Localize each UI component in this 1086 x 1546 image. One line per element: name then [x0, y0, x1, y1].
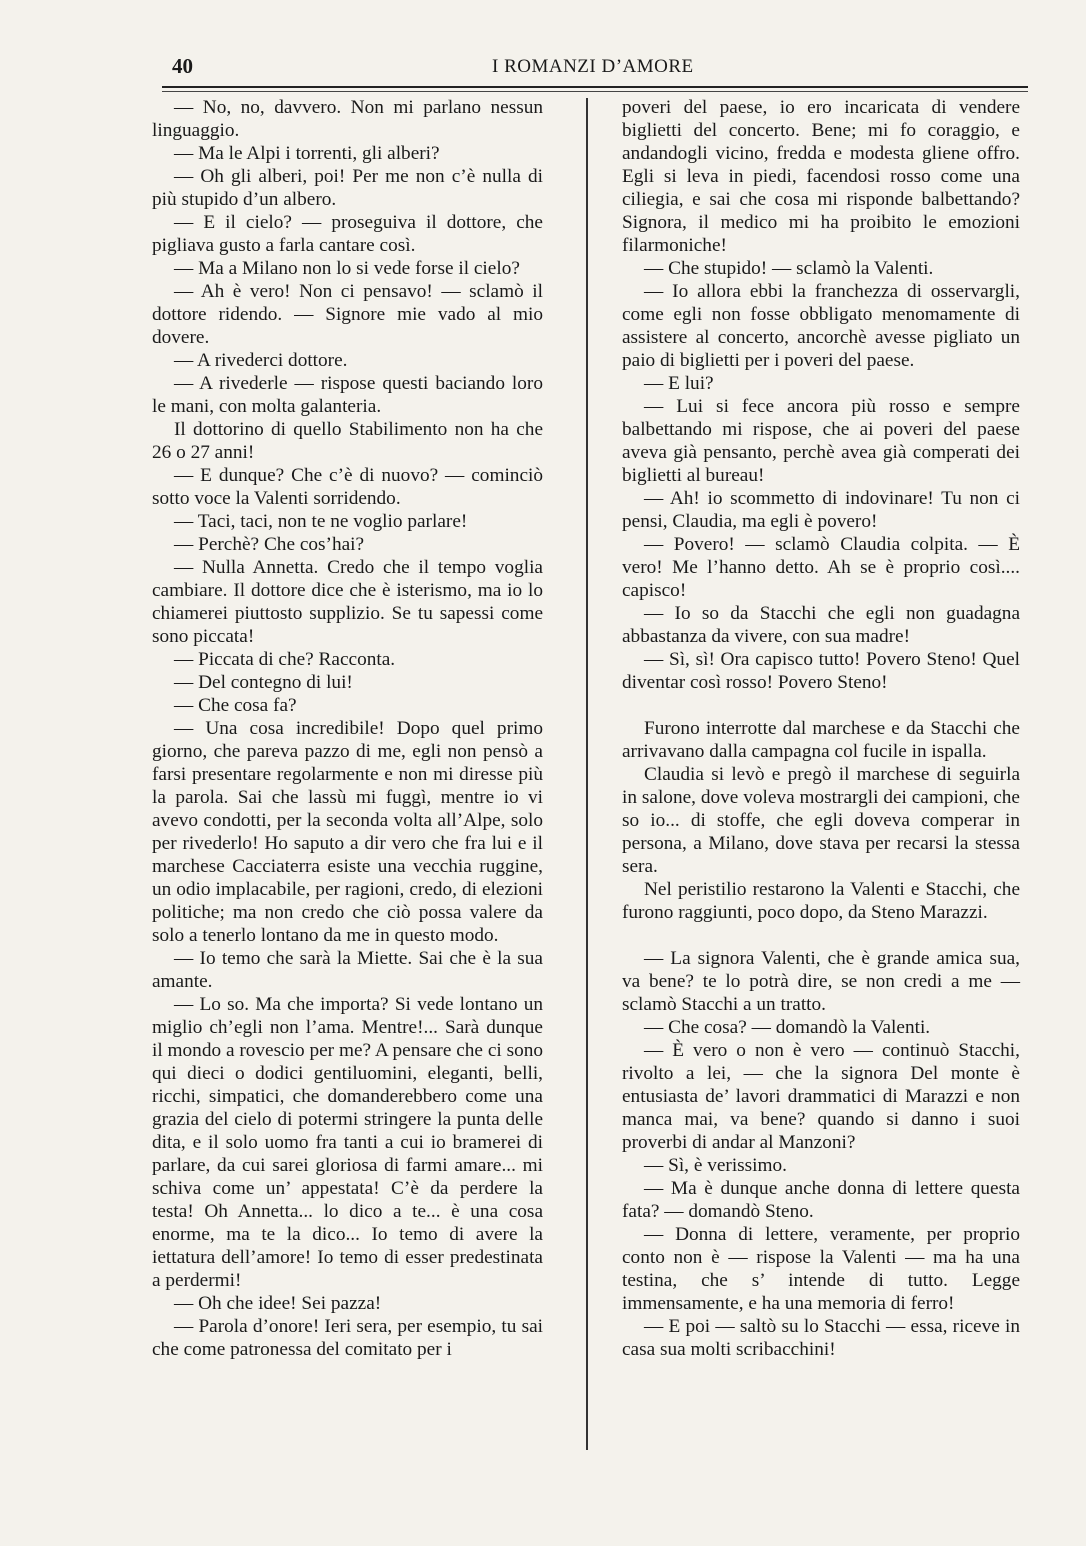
paragraph: poveri del paese, io ero incaricata di vendere biglietti del concerto. Bene; mi fo coraggio, e andandogli vicino, fredda e modesta gliene offro. Egli si leva in piedi, facendosi rosso come una ciliegia, e sai che cosa mi risponde balbettando? Signora, il medico mi ha proibito le emozioni filarmoniche!: [622, 97, 1020, 256]
paragraph: Claudia si levò e pregò il marchese di seguirla in salone, dove voleva mostrargli dei campioni, che so io... di stoffe, che egli doveva comperar in persona, a Milano, dove stava per recarsi la stessa sera.: [622, 764, 1020, 877]
paragraph: — E poi — saltò su lo Stacchi — essa, riceve in casa sua molti scribacchini!: [622, 1316, 1020, 1360]
paragraph: — Donna di lettere, veramente, per proprio conto non è — rispose la Valenti — ma ha una testina, che s’ intende di tutto. Legge immensamente, e ha una memoria di ferro!: [622, 1224, 1020, 1314]
paragraph: — Del contegno di lui!: [174, 672, 353, 693]
paragraph: — A rivederle — rispose questi baciando loro le mani, con molta galanteria.: [152, 373, 543, 417]
paragraph: — E il cielo? — proseguiva il dottore, che pigliava gusto a farla cantare così.: [152, 212, 543, 256]
paragraph: — No, no, davvero. Non mi parlano nessun linguaggio.: [152, 97, 543, 141]
paragraph: — Che cosa fa?: [174, 695, 297, 716]
header-rule-thin: [162, 91, 1028, 92]
paragraph: — Oh gli alberi, poi! Per me non c’è nulla di più stupido d’un albero.: [152, 166, 543, 210]
paragraph: — Nulla Annetta. Credo che il tempo voglia cambiare. Il dottore dice che è isterismo, ma io lo chiamerei piuttosto supplizio. Se tu sapessi come sono piccata!: [152, 557, 543, 647]
paragraph: — Lo so. Ma che importa? Si vede lontano un miglio ch’egli non l’ama. Mentre!... Sarà dunque il mondo a rovescio per me? A pensare che ci sono qui dieci o dodici gentiluomini, eleganti, belli, ricchi, simpatici, che domanderebbero come una grazia del cielo di potermi stringere la punta delle dita, e il solo uomo fra tanti a cui io bramerei di parlare, da cui sarei gloriosa di farmi amare... mi schiva come un’ appestata! C’è da perdere la testa! Oh Annetta... lo dico a te... è una cosa enorme, ma te la dico... Io temo di avere la iettatura dell’amore! Io temo di esser predestinata a perdermi!: [152, 994, 543, 1291]
right-column: [622, 96, 1020, 1361]
paragraph: — Povero! — sclamò Claudia colpita. — È vero! Me l’hanno detto. Ah se è proprio così.... capisco!: [622, 534, 1020, 601]
paragraph: — Che cosa? — domandò la Valenti.: [644, 1017, 931, 1038]
paragraph: — Io allora ebbi la franchezza di osservargli, come egli non fosse obbligato menomamente di assistere al concerto, ancorchè avesse pigliato un paio di biglietti per i poveri del paese.: [622, 281, 1020, 371]
paragraph: — A rivederci dottore.: [174, 350, 348, 371]
paragraph: — Taci, taci, non te ne voglio parlare!: [174, 511, 468, 532]
paragraph: — Una cosa incredibile! Dopo quel primo giorno, che pareva pazzo di me, egli non pensò a farsi presentare regolarmente e non mi diresse più la parola. Sai che lassù mi fuggì, mentre io vi avevo condotti, per la seconda volta all’Alpe, solo per rivederlo! Ho saputo a dir vero che fra lui e il marchese Cacciaterra esiste una vecchia ruggine, un odio implacabile, per ragioni, credo, di elezioni politiche; ma non credo che ciò possa valere da solo a tenerlo lontano da me in questo modo.: [152, 718, 543, 946]
paragraph: Nel peristilio restarono la Valenti e Stacchi, che furono raggiunti, poco dopo, da Steno Marazzi.: [622, 879, 1020, 923]
paragraph: — Parola d’onore! Ieri sera, per esempio, tu sai che come patronessa del comitato per i: [152, 1316, 543, 1360]
paragraph: — E dunque? Che c’è di nuovo? — cominciò sotto voce la Valenti sorridendo.: [152, 465, 543, 509]
paragraph: — Io temo che sarà la Miette. Sai che è la sua amante.: [152, 948, 543, 992]
paragraph: — Ma le Alpi i torrenti, gli alberi?: [174, 143, 440, 164]
paragraph: — Sì, sì! Ora capisco tutto! Povero Steno! Quel diventar così rosso! Povero Steno!: [622, 649, 1020, 693]
paragraph: — Ma a Milano non lo si vede forse il cielo?: [174, 258, 520, 279]
column-divider: [586, 98, 588, 1450]
paragraph: — Oh che idee! Sei pazza!: [174, 1293, 382, 1314]
paragraph: — Ah! io scommetto di indovinare! Tu non ci pensi, Claudia, ma egli è povero!: [622, 488, 1020, 532]
paragraph: — È vero o non è vero — continuò Stacchi, rivolto a lei, — che la signora Del monte è entusiasta de’ lavori drammatici di Marazzi e non manca mai, va bene? quando si danno i suoi proverbi di andar al Manzoni?: [622, 1040, 1020, 1153]
paragraph: Furono interrotte dal marchese e da Stacchi che arrivavano dalla campagna col fucile in ispalla.: [622, 718, 1020, 762]
header-rule-thick: [162, 86, 1028, 88]
paragraph: — Io so da Stacchi che egli non guadagna abbastanza da vivere, con sua madre!: [622, 603, 1020, 647]
paragraph: — La signora Valenti, che è grande amica sua, va bene? te lo potrà dire, se non credi a me — sclamò Stacchi a un tratto.: [622, 948, 1020, 1015]
paragraph: — Che stupido! — sclamò la Valenti.: [644, 258, 934, 279]
paragraph: — Sì, è verissimo.: [644, 1155, 787, 1176]
paragraph: Il dottorino di quello Stabilimento non ha che 26 o 27 anni!: [152, 419, 543, 463]
paragraph: — Lui si fece ancora più rosso e sempre balbettando mi rispose, che ai poveri del paese aveva già pensanto, perchè avea già comperati dei biglietti al bureau!: [622, 396, 1020, 486]
paragraph: — Ah è vero! Non ci pensavo! — sclamò il dottore ridendo. — Signore mie vado al mio dovere.: [152, 281, 543, 348]
left-column: [152, 96, 543, 1361]
running-title: I ROMANZI D’AMORE: [492, 56, 694, 77]
paragraph: — Perchè? Che cos’hai?: [174, 534, 365, 555]
page-number: 40: [172, 54, 193, 78]
paragraph: — Piccata di che? Racconta.: [174, 649, 396, 670]
paragraph: — E lui?: [644, 373, 714, 394]
paragraph: — Ma è dunque anche donna di lettere questa fata? — domandò Steno.: [622, 1178, 1020, 1222]
page-header: [172, 54, 1028, 82]
